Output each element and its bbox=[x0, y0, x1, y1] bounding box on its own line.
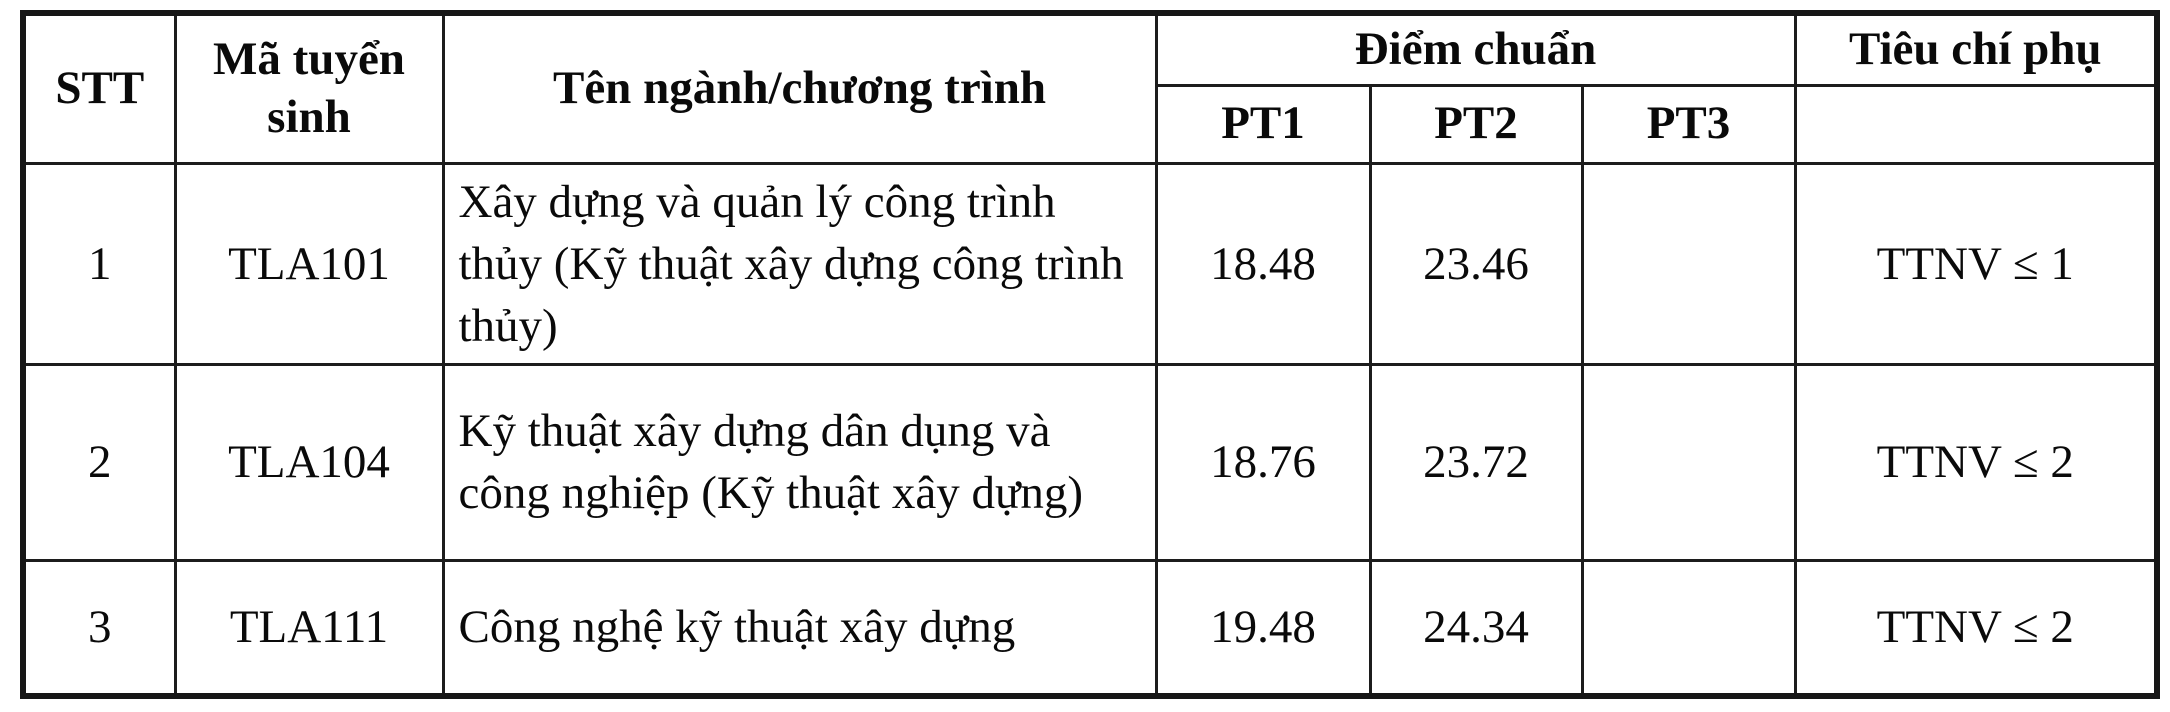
col-header-pt1: PT1 bbox=[1156, 85, 1370, 163]
cell-program-name: Xây dựng và quản lý công trình thủy (Kỹ thuật xây dựng công trình thủy) bbox=[443, 163, 1156, 364]
col-header-pt2: PT2 bbox=[1370, 85, 1582, 163]
cell-stt: 3 bbox=[23, 560, 175, 696]
col-header-tieu-chi-phu-empty bbox=[1795, 85, 2157, 163]
cell-program-name: Công nghệ kỹ thuật xây dựng bbox=[443, 560, 1156, 696]
cell-pt1: 19.48 bbox=[1156, 560, 1370, 696]
col-header-pt3: PT3 bbox=[1582, 85, 1795, 163]
cell-criteria: TTNV ≤ 2 bbox=[1795, 560, 2157, 696]
table-row bbox=[23, 364, 2157, 560]
col-header-diem-chuan: Điểm chuẩn bbox=[1156, 13, 1795, 85]
cell-stt: 1 bbox=[23, 163, 175, 364]
cell-program-name: Kỹ thuật xây dựng dân dụng và công nghiệp (Kỹ thuật xây dựng) bbox=[443, 364, 1156, 560]
cell-pt3 bbox=[1582, 163, 1795, 364]
col-header-ten-nganh: Tên ngành/chương trình bbox=[443, 13, 1156, 163]
col-header-ma-tuyen-sinh: Mã tuyển sinh bbox=[175, 13, 443, 163]
table-body bbox=[23, 163, 2157, 696]
cell-pt2: 24.34 bbox=[1370, 560, 1582, 696]
table-header bbox=[23, 13, 2157, 163]
cell-pt1: 18.76 bbox=[1156, 364, 1370, 560]
col-header-stt: STT bbox=[23, 13, 175, 163]
cell-pt2: 23.72 bbox=[1370, 364, 1582, 560]
table-row bbox=[23, 163, 2157, 364]
cell-pt1: 18.48 bbox=[1156, 163, 1370, 364]
cell-code: TLA104 bbox=[175, 364, 443, 560]
cell-pt2: 23.46 bbox=[1370, 163, 1582, 364]
cell-stt: 2 bbox=[23, 364, 175, 560]
header-row-top bbox=[23, 13, 2157, 85]
cell-criteria: TTNV ≤ 1 bbox=[1795, 163, 2157, 364]
col-header-tieu-chi-phu: Tiêu chí phụ bbox=[1795, 13, 2157, 85]
cell-criteria: TTNV ≤ 2 bbox=[1795, 364, 2157, 560]
cell-pt3 bbox=[1582, 364, 1795, 560]
cell-code: TLA101 bbox=[175, 163, 443, 364]
table-row bbox=[23, 560, 2157, 696]
cell-pt3 bbox=[1582, 560, 1795, 696]
cell-code: TLA111 bbox=[175, 560, 443, 696]
admission-scores-table bbox=[20, 10, 2160, 699]
